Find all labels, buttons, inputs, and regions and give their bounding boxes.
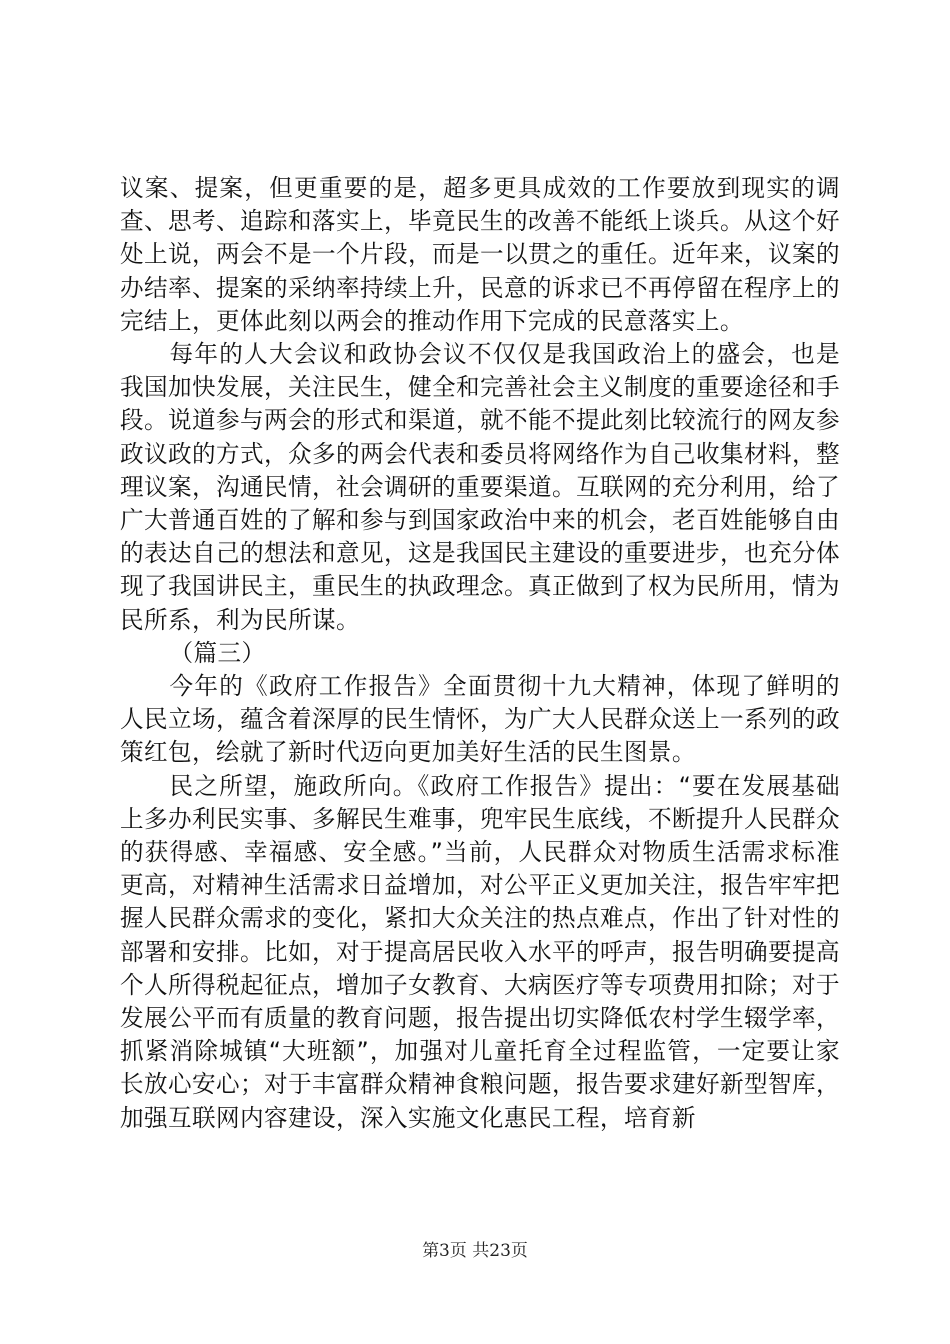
section-heading-part-three: （篇三） <box>169 638 266 667</box>
page-number-label: 第3页 共23页 <box>422 1241 528 1261</box>
paragraph-livelihood: 民之所望，施政所向。《政府工作报告》提出：“要在发展基础上多办利民实事、多解民生难事，兜牢民生底线，不断提升人民群众的获得感、幸福感、安全感。”当前，人民群众对物质生活需求标准更高，对精神生活需求日益增加，对公平正义更加关注，报告牢牢把握人民群众需求的变化，紧扣大众关注的热点难点，作出了针对性的部署和安排。比如，对于提高居民收入水平的呼声，报告明确要提高个人所得税起征点，增加子女教育、大病医疗等专项费用扣除；对于发展公平而有质量的教育问题，报告提出切实降低农村学生辍学率，抓紧消除城镇“大班额”，加强对儿童托育全过程监管，一定要让家长放心安心；对于丰富群众精神食粮问题，报告要求建好新型智库，加强互联网内容建设，深入实施文化惠民工程，培育新 <box>120 771 840 1132</box>
paragraph-two-sessions: 每年的人大会议和政协会议不仅仅是我国政治上的盛会，也是我国加快发展，关注民生，健全和完善社会主义制度的重要途径和手段。说道参与两会的形式和渠道，就不能不提此刻比较流行的网友参政议政的方式，众多的两会代表和委员将网络作为自己收集材料，整理议案，沟通民情，社会调研的重要渠道。互联网的充分利用，给了广大普通百姓的了解和参与到国家政治中来的机会，老百姓能够自由的表达自己的想法和意见，这是我国民主建设的重要进步，也充分体现了我国讲民主，重民生的执政理念。真正做到了权为民所用，情为民所系，利为民所谋。 <box>120 340 840 634</box>
page-footer <box>0 1240 950 1262</box>
document-body <box>120 172 840 1135</box>
paragraph-work-report: 今年的《政府工作报告》全面贯彻十九大精神，体现了鲜明的人民立场，蕴含着深厚的民生情怀，为广大人民群众送上一系列的政策红包，绘就了新时代迈向更加美好生活的民生图景。 <box>120 672 840 767</box>
paragraph-continued: 议案、提案，但更重要的是，超多更具成效的工作要放到现实的调查、思考、追踪和落实上，毕竟民生的改善不能纸上谈兵。从这个好处上说，两会不是一个片段，而是一以贯之的重任。近年来，议案的办结率、提案的采纳率持续上升，民意的诉求已不再停留在程序上的完结上，更体此刻以两会的推动作用下完成的民意落实上。 <box>120 174 840 335</box>
